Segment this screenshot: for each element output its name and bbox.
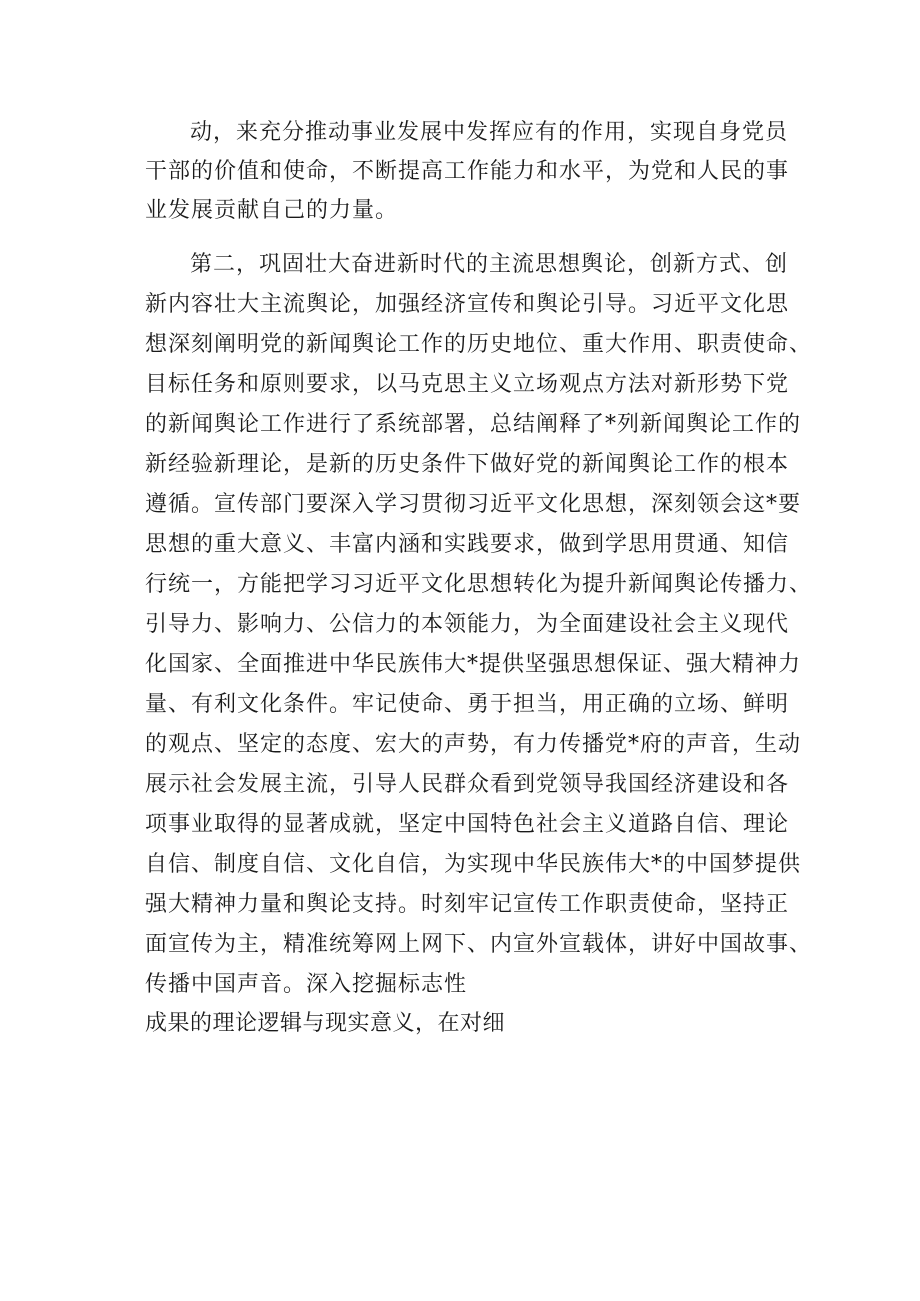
paragraph-2-line-13: 的观点、坚定的态度、宏大的声势，有力传播党*府的声音，生动 (145, 732, 802, 757)
paragraph-2-line-20: 成果的理论逻辑与现实意义，在对细 (145, 1011, 506, 1036)
paragraph-2-line-15: 项事业取得的显著成就，坚定中国特色社会主义道路自信、理论 (145, 812, 790, 837)
paragraph-1-line-3: 业发展贡献自己的力量。 (145, 198, 399, 223)
paragraph-2-line-7: 遵循。宣传部门要深入学习贯彻习近平文化思想，深刻领会这*要 (145, 492, 802, 517)
paragraph-2-line-19: 传播中国声音。深入挖掘标志性 (145, 972, 468, 997)
paragraph-2-line-1: 第二，巩固壮大奋进新时代的主流思想舆论，创新方式、创 (190, 252, 789, 277)
paragraph-1-line-1: 动，来充分推动事业发展中发挥应有的作用，实现自身党员 (190, 120, 789, 145)
paragraph-2-line-14: 展示社会发展主流，引导人民群众看到党领导我国经济建设和各 (145, 772, 790, 797)
paragraph-2-line-4: 目标任务和原则要求，以马克思主义立场观点方法对新形势下党 (145, 372, 790, 397)
paragraph-2-line-16: 自信、制度自信、文化自信，为实现中华民族伟大*的中国梦提供 (145, 852, 802, 877)
paragraph-2-line-11: 化国家、全面推进中华民族伟大*提供坚强思想保证、强大精神力 (145, 652, 802, 677)
paragraph-1-line-2: 干部的价值和使命，不断提高工作能力和水平，为党和人民的事 (145, 159, 790, 184)
paragraph-2-line-17: 强大精神力量和舆论支持。时刻牢记宣传工作职责使命，坚持正 (145, 892, 790, 917)
paragraph-2-line-3: 想深刻阐明党的新闻舆论工作的历史地位、重大作用、职责使命、 (145, 332, 813, 357)
paragraph-2-line-6: 新经验新理论，是新的历史条件下做好党的新闻舆论工作的根本 (145, 452, 790, 477)
paragraph-2-line-8: 思想的重大意义、丰富内涵和实践要求，做到学思用贯通、知信 (145, 532, 790, 557)
paragraph-2-line-5: 的新闻舆论工作进行了系统部署，总结阐释了*列新闻舆论工作的 (145, 412, 802, 437)
paragraph-2-line-12: 量、有利文化条件。牢记使命、勇于担当，用正确的立场、鲜明 (145, 692, 790, 717)
paragraph-2-line-18: 面宣传为主，精准统筹网上网下、内宣外宣载体，讲好中国故事、 (145, 932, 813, 957)
paragraph-2-line-10: 引导力、影响力、公信力的本领能力，为全面建设社会主义现代 (145, 612, 790, 637)
paragraph-2-line-9: 行统一，方能把学习习近平文化思想转化为提升新闻舆论传播力、 (145, 572, 813, 597)
paragraph-2-line-2: 新内容壮大主流舆论，加强经济宣传和舆论引导。习近平文化思 (145, 292, 790, 317)
